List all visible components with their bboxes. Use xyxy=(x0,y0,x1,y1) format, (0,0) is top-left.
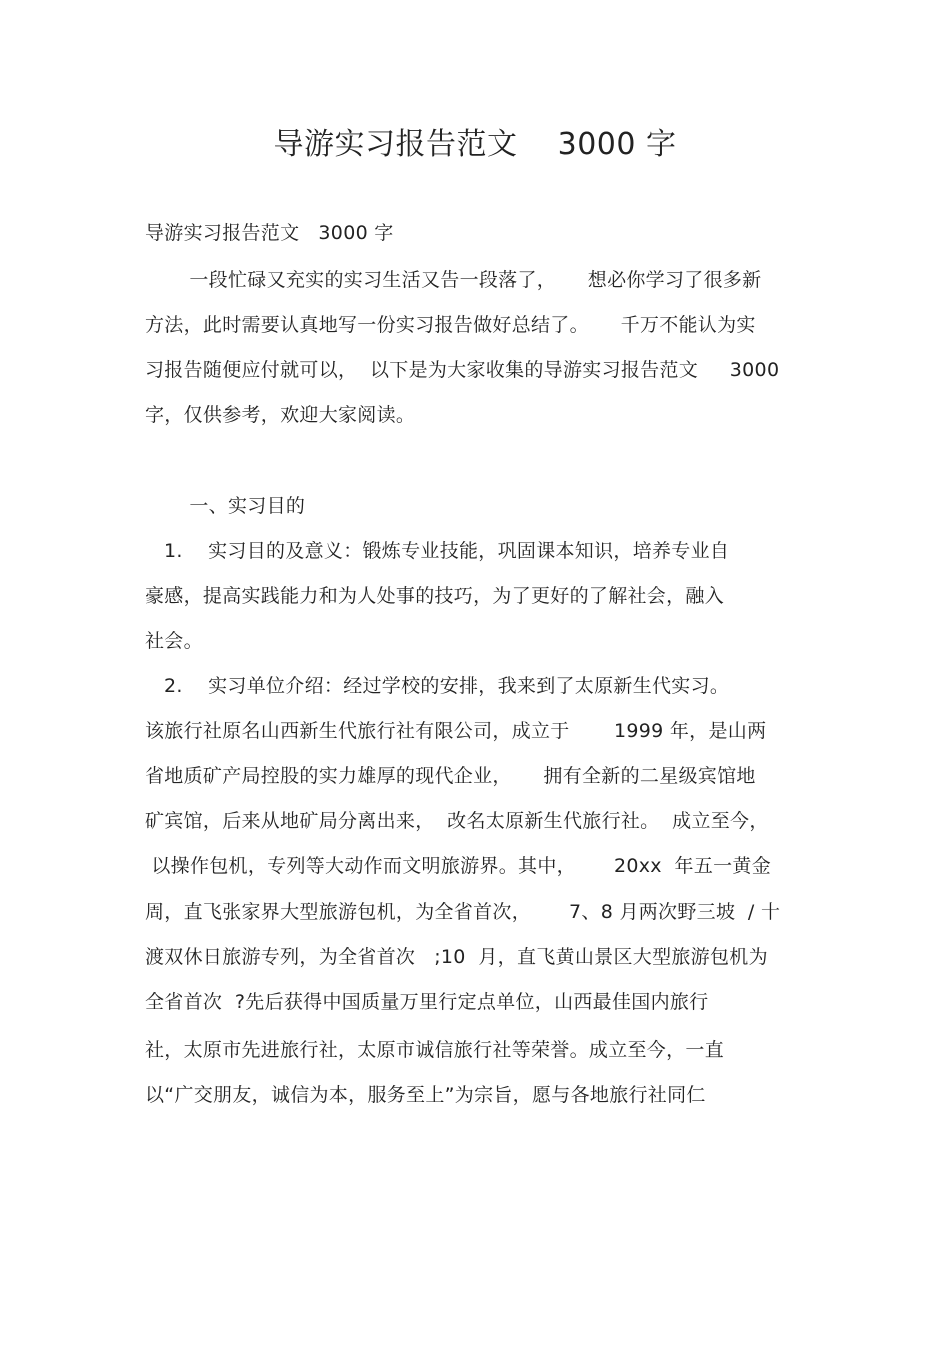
section-heading: 一、实习目的 xyxy=(145,495,306,517)
paragraph-line: 方法，此时需要认真地写一份实习报告做好总结了。 千万不能认为实 xyxy=(145,314,756,336)
paragraph-line: 该旅行社原名山西新生代旅行社有限公司，成立于 1999 年，是山两 xyxy=(145,720,767,742)
paragraph-line: 2. 实习单位介绍：经过学校的安排，我来到了太原新生代实习。 xyxy=(145,675,730,697)
paragraph-line: 渡双休日旅游专列，为全省首次 ;10 月，直飞黄山景区大型旅游包机为 xyxy=(145,946,768,968)
paragraph-line: 以操作包机，专列等大动作而文明旅游界。其中， 20xx 年五一黄金 xyxy=(145,855,772,877)
paragraph-line: 一段忙碌又充实的实习生活又告一段落了， 想必你学习了很多新 xyxy=(145,269,762,291)
paragraph-line: 省地质矿产局控股的实力雄厚的现代企业， 拥有全新的二星级宾馆地 xyxy=(145,765,756,787)
paragraph-line: 周，直飞张家界大型旅游包机，为全省首次， 7、8 月两次野三坡 / 十 xyxy=(145,901,781,923)
paragraph-line: 矿宾馆，后来从地矿局分离出来， 改名太原新生代旅行社。 成立至今， xyxy=(145,810,769,832)
paragraph-line: 社，太原市先进旅行社，太原市诚信旅行社等荣誉。成立至今，一直 xyxy=(145,1039,725,1061)
paragraph-line: 习报告随便应付就可以， 以下是为大家收集的导游实习报告范文 3000 xyxy=(145,359,780,381)
paragraph-line: 1. 实习目的及意义：锻炼专业技能，巩固课本知识，培养专业自 xyxy=(145,540,730,562)
paragraph-line: 以“广交朋友，诚信为本，服务至上”为宗旨，愿与各地旅行社同仁 xyxy=(145,1084,706,1106)
paragraph-line: 字，仅供参考，欢迎大家阅读。 xyxy=(145,404,416,426)
paragraph-line: 社会。 xyxy=(145,630,203,652)
paragraph-line: 豪感，提高实践能力和为人处事的技巧，为了更好的了解社会，融入 xyxy=(145,585,725,607)
paragraph-line: 全省首次 ?先后获得中国质量万里行定点单位，山西最佳国内旅行 xyxy=(145,991,709,1013)
subtitle-line: 导游实习报告范文 3000 字 xyxy=(145,222,394,244)
document-title: 导游实习报告范文 3000 字 xyxy=(273,127,677,162)
